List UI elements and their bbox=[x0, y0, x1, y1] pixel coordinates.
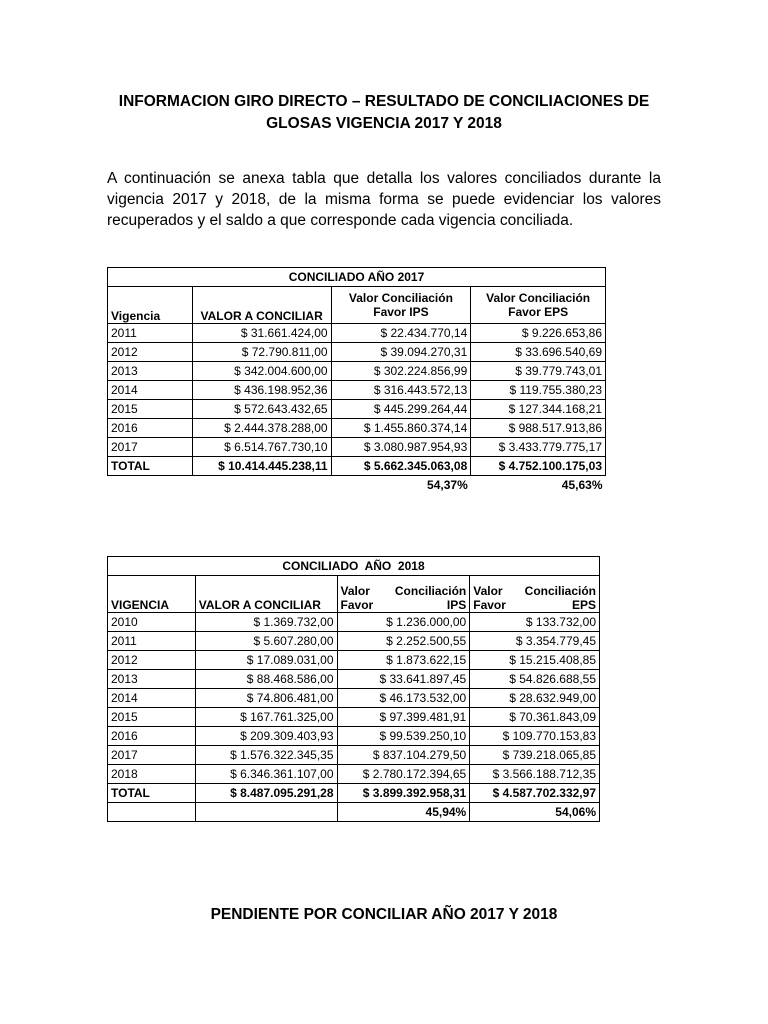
cell-favor-eps: $ 109.770.153,83 bbox=[470, 727, 600, 746]
cell-favor-ips: $ 39.094.270,31 bbox=[331, 343, 471, 362]
table-caption: CONCILIADO AÑO 2017 bbox=[108, 268, 606, 287]
empty-cell bbox=[192, 476, 331, 495]
header-valor-a-conciliar bbox=[192, 287, 331, 324]
cell-favor-eps: $ 9.226.653,86 bbox=[471, 324, 606, 343]
total-eps: $ 4.587.702.332,97 bbox=[470, 784, 600, 803]
table-row bbox=[108, 651, 600, 670]
table-row bbox=[108, 419, 606, 438]
cell-favor-eps: $ 127.344.168,21 bbox=[471, 400, 606, 419]
cell-favor-ips: $ 33.641.897,45 bbox=[337, 670, 470, 689]
cell-valor-a-conciliar: $ 6.514.767.730,10 bbox=[192, 438, 331, 457]
percentage-ips: 54,37% bbox=[427, 478, 468, 492]
table-body bbox=[108, 613, 600, 784]
percentage-eps: 45,63% bbox=[561, 478, 603, 492]
header-favor-ips: Valor Conciliación Favor IPS bbox=[337, 576, 470, 613]
cell-favor-eps: $ 54.826.688,55 bbox=[470, 670, 600, 689]
header-favor-eps: Valor Conciliación Favor EPS bbox=[470, 576, 600, 613]
table-row bbox=[108, 438, 606, 457]
table-row bbox=[108, 670, 600, 689]
cell-favor-ips: $ 837.104.279,50 bbox=[337, 746, 470, 765]
cell-favor-eps: $ 70.361.843,09 bbox=[470, 708, 600, 727]
cell-favor-eps: $ 33.696.540,69 bbox=[471, 343, 606, 362]
cell-valor-a-conciliar: $ 572.643.432,65 bbox=[192, 400, 331, 419]
empty-cell bbox=[108, 476, 193, 495]
cell-vigencia: 2016 bbox=[108, 419, 193, 438]
table-row bbox=[108, 343, 606, 362]
cell-valor-a-conciliar: $ 17.089.031,00 bbox=[195, 651, 337, 670]
cell-valor-a-conciliar: $ 1.369.732,00 bbox=[195, 613, 337, 632]
total-label: TOTAL bbox=[108, 784, 196, 803]
cell-vigencia: 2012 bbox=[108, 343, 193, 362]
cell-vigencia: 2010 bbox=[108, 613, 196, 632]
header-favor-eps: Valor Conciliación Favor EPS bbox=[471, 287, 606, 324]
table-row bbox=[108, 381, 606, 400]
table-row bbox=[108, 613, 600, 632]
cell-valor-a-conciliar: $ 342.004.600,00 bbox=[192, 362, 331, 381]
cell-valor-a-conciliar: $ 1.576.322.345,35 bbox=[195, 746, 337, 765]
document-title-line-1: INFORMACION GIRO DIRECTO – RESULTADO DE CONCILIACIONES DE bbox=[118, 93, 650, 110]
cell-vigencia: 2015 bbox=[108, 400, 193, 419]
cell-vigencia: 2011 bbox=[108, 632, 196, 651]
cell-favor-eps: $ 39.779.743,01 bbox=[471, 362, 606, 381]
intro-paragraph: A continuación se anexa tabla que detalla los valores conciliados durante la vigencia 2017 y 2018, de la misma forma se puede evidenciar los valores recuperados y el saldo a que corresponde cada vigencia conciliada. bbox=[107, 170, 661, 229]
cell-vigencia: 2014 bbox=[108, 381, 193, 400]
cell-valor-a-conciliar: $ 2.444.378.288,00 bbox=[192, 419, 331, 438]
cell-favor-ips: $ 22.434.770,14 bbox=[331, 324, 471, 343]
empty-cell bbox=[108, 803, 196, 822]
total-ips: $ 5.662.345.063,08 bbox=[331, 457, 471, 476]
cell-valor-a-conciliar: $ 88.468.586,00 bbox=[195, 670, 337, 689]
cell-vigencia: 2015 bbox=[108, 708, 196, 727]
total-row bbox=[108, 457, 606, 476]
table-caption: CONCILIADO AÑO 2018 bbox=[108, 557, 600, 576]
cell-favor-eps: $ 28.632.949,00 bbox=[470, 689, 600, 708]
table-row bbox=[108, 727, 600, 746]
table-conciliado-2018 bbox=[107, 556, 600, 822]
total-eps: $ 4.752.100.175,03 bbox=[471, 457, 606, 476]
cell-favor-eps: $ 739.218.065,85 bbox=[470, 746, 600, 765]
cell-favor-ips: $ 1.873.622,15 bbox=[337, 651, 470, 670]
table-row bbox=[108, 689, 600, 708]
cell-favor-ips: $ 1.455.860.374,14 bbox=[331, 419, 471, 438]
total-label: TOTAL bbox=[108, 457, 193, 476]
table-row bbox=[108, 765, 600, 784]
cell-vigencia: 2013 bbox=[108, 670, 196, 689]
header-valor-a-conciliar: VALOR A CONCILIAR bbox=[195, 576, 337, 613]
percentage-row bbox=[108, 803, 600, 822]
total-row bbox=[108, 784, 600, 803]
cell-favor-eps: $ 133.732,00 bbox=[470, 613, 600, 632]
cell-vigencia: 2016 bbox=[108, 727, 196, 746]
cell-favor-ips: $ 97.399.481,91 bbox=[337, 708, 470, 727]
cell-vigencia: 2012 bbox=[108, 651, 196, 670]
empty-cell bbox=[195, 803, 337, 822]
header-favor-ips: Valor Conciliación Favor IPS bbox=[331, 287, 471, 324]
cell-favor-ips: $ 1.236.000,00 bbox=[337, 613, 470, 632]
header-vigencia: VIGENCIA bbox=[108, 576, 196, 613]
cell-favor-ips: $ 316.443.572,13 bbox=[331, 381, 471, 400]
cell-vigencia: 2018 bbox=[108, 765, 196, 784]
cell-valor-a-conciliar: $ 31.661.424,00 bbox=[192, 324, 331, 343]
cell-vigencia: 2017 bbox=[108, 438, 193, 457]
cell-valor-a-conciliar: $ 72.790.811,00 bbox=[192, 343, 331, 362]
cell-valor-a-conciliar: $ 167.761.325,00 bbox=[195, 708, 337, 727]
percentage-eps: 54,06% bbox=[470, 803, 600, 822]
cell-vigencia: 2017 bbox=[108, 746, 196, 765]
cell-favor-ips: $ 2.780.172.394,65 bbox=[337, 765, 470, 784]
cell-favor-eps: $ 3.433.779.775,17 bbox=[471, 438, 606, 457]
pending-section-title: PENDIENTE POR CONCILIAR AÑO 2017 Y 2018 bbox=[210, 906, 558, 923]
cell-favor-ips: $ 3.080.987.954,93 bbox=[331, 438, 471, 457]
table-row bbox=[108, 708, 600, 727]
table-row bbox=[108, 362, 606, 381]
cell-valor-a-conciliar: $ 209.309.403,93 bbox=[195, 727, 337, 746]
cell-favor-eps: $ 3.354.779,45 bbox=[470, 632, 600, 651]
cell-favor-ips: $ 445.299.264,44 bbox=[331, 400, 471, 419]
cell-favor-ips: $ 302.224.856,99 bbox=[331, 362, 471, 381]
cell-favor-eps: $ 988.517.913,86 bbox=[471, 419, 606, 438]
total-valor: $ 8.487.095.291,28 bbox=[195, 784, 337, 803]
cell-favor-eps: $ 3.566.188.712,35 bbox=[470, 765, 600, 784]
table-row bbox=[108, 324, 606, 343]
table-row bbox=[108, 400, 606, 419]
cell-vigencia: 2014 bbox=[108, 689, 196, 708]
cell-valor-a-conciliar: $ 436.198.952,36 bbox=[192, 381, 331, 400]
cell-vigencia: 2013 bbox=[108, 362, 193, 381]
total-ips: $ 3.899.392.958,31 bbox=[337, 784, 470, 803]
header-valor-a-conciliar-label: VALOR A CONCILIAR bbox=[200, 309, 323, 323]
header-vigencia: Vigencia bbox=[108, 287, 193, 324]
cell-favor-eps: $ 15.215.408,85 bbox=[470, 651, 600, 670]
cell-favor-ips: $ 99.539.250,10 bbox=[337, 727, 470, 746]
cell-valor-a-conciliar: $ 6.346.361.107,00 bbox=[195, 765, 337, 784]
cell-valor-a-conciliar: $ 5.607.280,00 bbox=[195, 632, 337, 651]
table-row bbox=[108, 746, 600, 765]
document-title-line-2: GLOSAS VIGENCIA 2017 Y 2018 bbox=[266, 115, 502, 132]
cell-valor-a-conciliar: $ 74.806.481,00 bbox=[195, 689, 337, 708]
percentage-row bbox=[108, 476, 606, 495]
table-body bbox=[108, 324, 606, 457]
cell-favor-eps: $ 119.755.380,23 bbox=[471, 381, 606, 400]
cell-vigencia: 2011 bbox=[108, 324, 193, 343]
document-title bbox=[100, 91, 668, 135]
table-row bbox=[108, 632, 600, 651]
cell-favor-ips: $ 46.173.532,00 bbox=[337, 689, 470, 708]
table-conciliado-2017 bbox=[107, 267, 606, 494]
percentage-ips: 45,94% bbox=[337, 803, 470, 822]
cell-favor-ips: $ 2.252.500,55 bbox=[337, 632, 470, 651]
total-valor: $ 10.414.445.238,11 bbox=[192, 457, 331, 476]
